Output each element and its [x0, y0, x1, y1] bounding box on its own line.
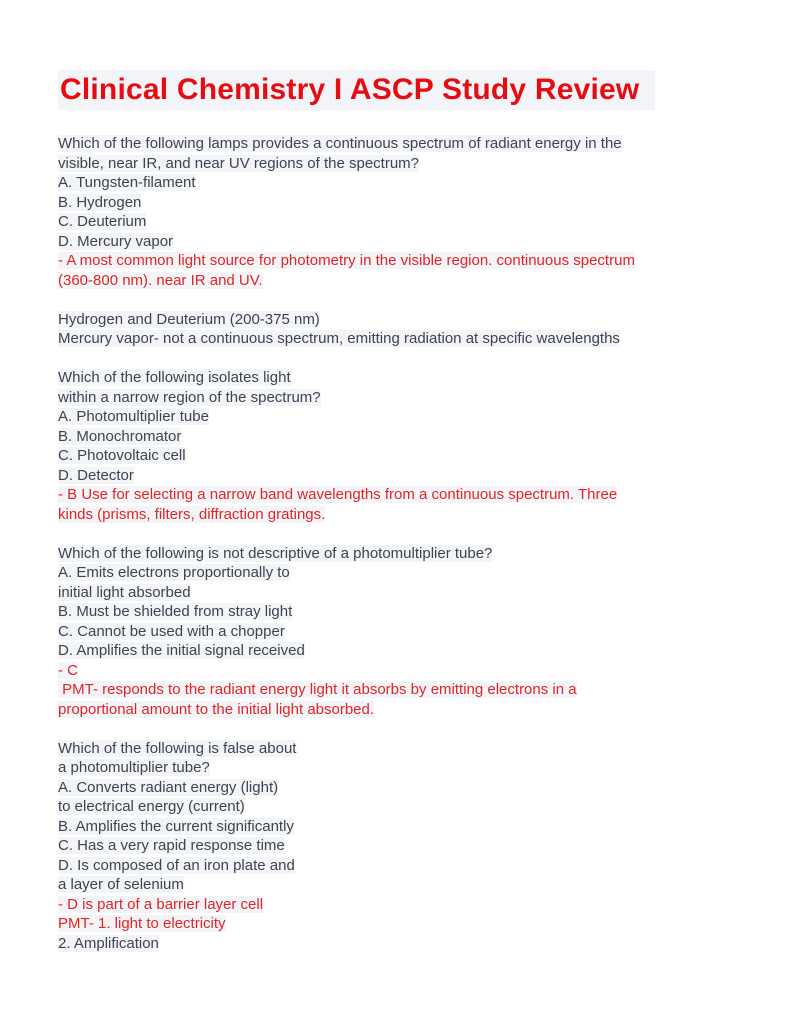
line-text: - C — [58, 661, 78, 679]
text-line — [58, 544, 744, 564]
text-line — [58, 797, 744, 817]
line-text: within a narrow region of the spectrum? — [58, 388, 321, 406]
answer-line — [58, 251, 744, 271]
text-line — [58, 817, 744, 837]
text-line — [58, 583, 744, 603]
text-line — [58, 856, 744, 876]
answer-line — [58, 505, 744, 525]
text-line — [58, 836, 744, 856]
line-text: B. Monochromator — [58, 427, 182, 445]
answer-line — [58, 914, 744, 934]
line-text: C. Photovoltaic cell — [58, 447, 186, 464]
line-text: (360-800 nm). near IR and UV. — [58, 271, 263, 289]
line-text: Which of the following isolates light — [58, 369, 291, 386]
text-line — [58, 232, 744, 252]
line-text: a layer of selenium — [58, 876, 184, 893]
line-text: D. Amplifies the initial signal received — [58, 642, 305, 659]
text-line — [58, 758, 744, 778]
line-text: C. Has a very rapid response time — [58, 837, 285, 854]
line-text: A. Tungsten-filament — [58, 174, 196, 191]
text-line — [58, 310, 744, 330]
text-line — [58, 466, 744, 486]
line-text: B. Hydrogen — [58, 193, 142, 211]
line-text: - B Use for selecting a narrow band wavelengths from a continuous spectrum. Three — [58, 486, 618, 503]
document-body — [58, 134, 744, 953]
line-text: kinds (prisms, filters, diffraction gratings. — [58, 505, 326, 523]
line-text: Hydrogen and Deuterium (200-375 nm) — [58, 310, 320, 328]
line-text: visible, near IR, and near UV regions of the spectrum? — [58, 154, 420, 172]
text-line — [58, 173, 744, 193]
text-line — [58, 407, 744, 427]
line-text: C. Cannot be used with a chopper — [58, 622, 285, 640]
page-title: Clinical Chemistry I ASCP Study Review — [58, 70, 655, 110]
text-line — [58, 875, 744, 895]
line-text: to electrical energy (current) — [58, 798, 245, 815]
line-text: A. Photomultiplier tube — [58, 408, 209, 425]
text-line — [58, 154, 744, 174]
line-text: Which of the following lamps provides a continuous spectrum of radiant energy in the — [58, 135, 622, 152]
qa-block — [58, 310, 744, 349]
line-text: proportional amount to the initial light absorbed. — [58, 700, 375, 718]
line-text: D. Detector — [58, 466, 134, 484]
text-line — [58, 641, 744, 661]
line-text: D. Mercury vapor — [58, 232, 174, 250]
answer-line — [58, 485, 744, 505]
qa-block — [58, 134, 744, 290]
line-text: Which of the following is not descriptive of a photomultiplier tube? — [58, 544, 493, 562]
text-line — [58, 329, 744, 349]
line-text: - A most common light source for photometry in the visible region. continuous spectrum — [58, 252, 635, 269]
line-text: a photomultiplier tube? — [58, 759, 210, 776]
line-text: PMT- 1. light to electricity — [58, 915, 226, 932]
qa-block — [58, 739, 744, 954]
text-line — [58, 388, 744, 408]
line-text: C. Deuterium — [58, 213, 147, 230]
answer-line — [58, 895, 744, 915]
answer-line — [58, 680, 744, 700]
text-line — [58, 368, 744, 388]
text-line — [58, 934, 744, 954]
text-line — [58, 212, 744, 232]
line-text: Mercury vapor- not a continuous spectrum, emitting radiation at specific wavelengths — [58, 330, 620, 347]
line-text: B. Must be shielded from stray light — [58, 603, 293, 620]
line-text: PMT- responds to the radiant energy light it absorbs by emitting electrons in a — [58, 681, 577, 698]
line-text: D. Is composed of an iron plate and — [58, 856, 295, 874]
text-line — [58, 563, 744, 583]
line-text: A. Emits electrons proportionally to — [58, 564, 290, 581]
text-line — [58, 134, 744, 154]
line-text: Which of the following is false about — [58, 739, 297, 757]
line-text: A. Converts radiant energy (light) — [58, 778, 279, 796]
answer-line — [58, 700, 744, 720]
qa-block — [58, 544, 744, 720]
answer-line — [58, 271, 744, 291]
text-line — [58, 778, 744, 798]
line-text: B. Amplifies the current significantly — [58, 817, 294, 835]
line-text: initial light absorbed — [58, 583, 191, 601]
text-line — [58, 622, 744, 642]
text-line — [58, 193, 744, 213]
answer-line — [58, 661, 744, 681]
text-line — [58, 427, 744, 447]
line-text: - D is part of a barrier layer cell — [58, 895, 264, 913]
text-line — [58, 739, 744, 759]
title-row — [58, 70, 744, 110]
text-line — [58, 446, 744, 466]
qa-block — [58, 368, 744, 524]
line-text: 2. Amplification — [58, 934, 159, 952]
text-line — [58, 602, 744, 622]
